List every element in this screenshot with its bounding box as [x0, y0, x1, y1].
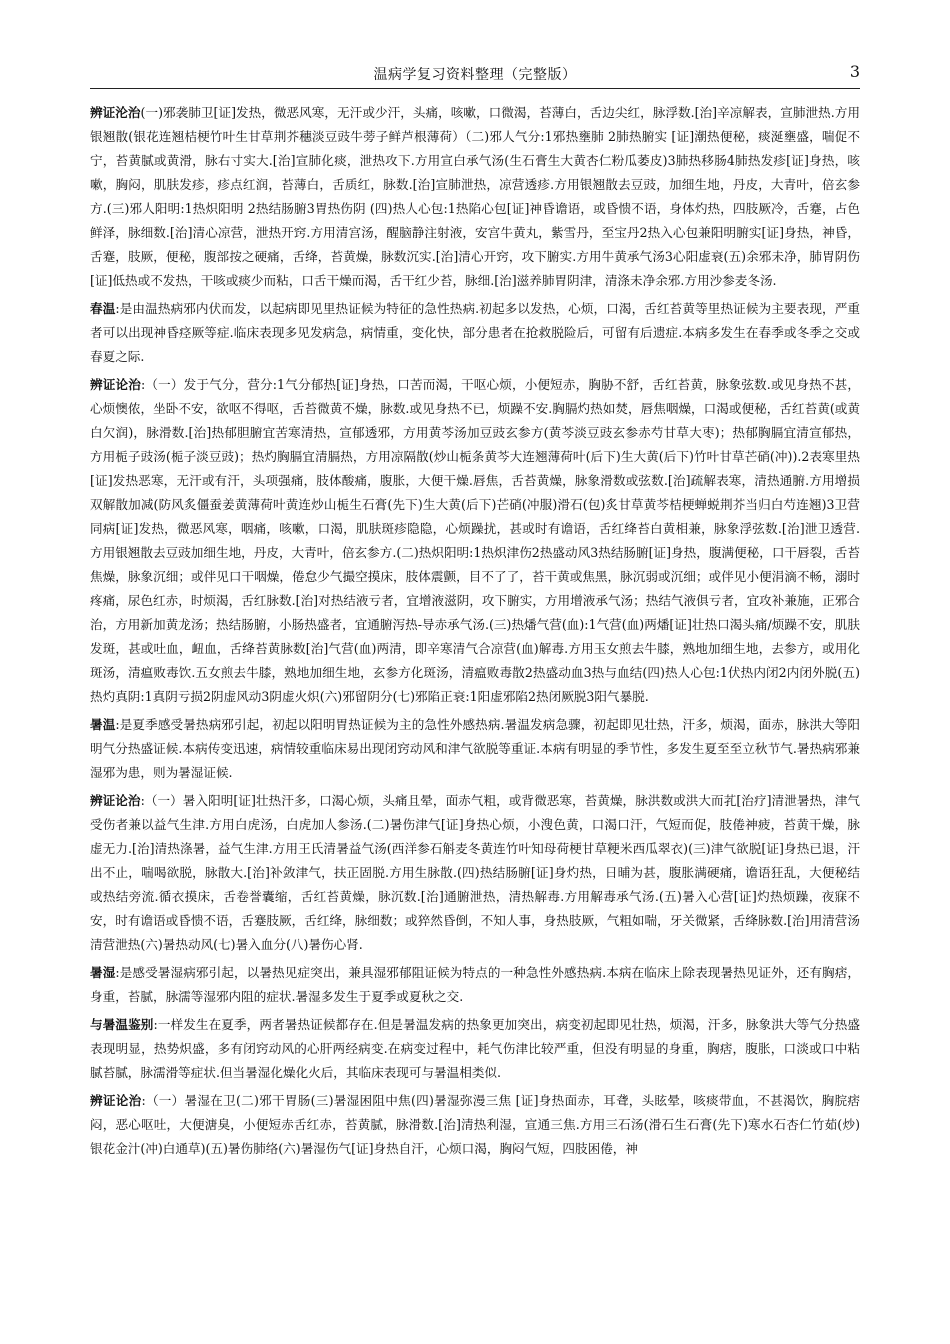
- paragraph-text: :（一）发于气分，营分:1气分郁热[证]身热，口苦而渴，干呕心烦，小便短赤，胸胁不舒，舌红苔黄，脉象弦数.或见身热不甚，心烦懊侬，坐卧不安，欲呕不得呕，舌苔微黄不燥，脉数.或见身热不已，烦躁不安.胸膈灼热如焚，唇焦咽燥，口渴或便秘，舌红苔黄(或黄白欠润)，脉滑数.[治]热郁胆腑宜苦寒清热，宣郁透邪，方用黄芩汤加豆豉玄参方(黄芩淡豆豉玄参赤芍甘草大枣)；热郁胸膈宜清宣郁热，方用栀子豉汤(栀子淡豆豉)；热灼胸膈宜清膈热，方用凉隔散(炒山栀条黄芩大连翘薄荷叶(后下)生大黄(后下)竹叶甘草芒硝(冲)).2表寒里热[证]发热恶寒，无汗或有汗，头项强痛，肢体酸痛，腹胀，大便干燥.唇焦，舌苔黄燥，脉象滑数或弦数.[治]疏解表寒，清热通腑.方用增损双解散加减(防风炙僵蚕姜黄薄荷叶黄连炒山栀生石膏(先下)生大黄(后下)芒硝(冲服)滑石(包)炙甘草黄芩桔梗蝉蜕荆芥当归白芍连翘)3卫营同病[证]发热，微恶风寒，咽痛，咳嗽，口渴，肌肤斑疹隐隐，心烦躁扰，甚或时有谵语，舌红绛苔白黄相兼，脉象浮弦数.[治]泄卫透营.方用银翘散去豆豉加细生地，丹皮，大青叶，倍玄参方.(二)热炽阳明:1热炽津伤2热盛动风3热结肠腑[证]身热，腹满便秘，口干唇裂，舌苔焦燥，脉象沉细；或伴见口干咽燥，倦怠少气撮空摸床，肢体震颤，目不了了，苔干黄或焦黑，脉沉弱或沉细；或伴见小便涓滴不畅，溺时疼痛，尿色红赤，时烦渴，舌红脉数.[治]对热结液亏者，宜增液滋阴，攻下腑实，方用增液承气汤；热结气液俱亏者，宜攻补兼施，正邪合治，方用新加黄龙汤；热结肠腑，小肠热盛者，宜通腑泻热-导赤承气汤.(三)热燔气营(血):1气营(血)两燔[证]壮热口渴头痛/烦躁不安，肌肤发斑，甚或吐血，衄血，舌绛苔黄脉数[治]气营(血)两清，即辛寒清气合凉营(血)解毒.方用玉女煎去牛膝，熟地加细生地，去参方，或用化斑汤，清瘟败毒饮.五女煎去牛膝，熟地加细生地，玄参方化斑汤，清瘟败毒散2热盛动血3热与血结(四)热人心包:1伏热内闭2内闭外脱(五)热灼真阴:1真阴亏损2阴虚风动3阴虚火炽(六)邪留阴分(七)邪陷正衰:1阳虚邪陷2热闭厥脱3阳气暴脱.: [90, 377, 860, 704]
- page-number: 3: [849, 62, 860, 81]
- paragraph-term: 辨证论治: [90, 793, 141, 808]
- document-body: [90, 101, 860, 1161]
- paragraph-term: 与暑温鉴别: [90, 1017, 154, 1032]
- paragraph-6: [90, 961, 860, 1009]
- paragraph-term: 辨证论治: [90, 377, 141, 392]
- page-header: [90, 62, 860, 89]
- paragraph-8: [90, 1089, 860, 1161]
- paragraph-term: 春温: [90, 301, 116, 316]
- paragraph-2: [90, 297, 860, 369]
- paragraph-text: :（一）暑湿在卫(二)邪干胃肠(三)暑湿困阻中焦(四)暑湿弥漫三焦 [证]身热面赤，耳聋，头眩晕，咳痰带血，不甚渴饮，胸脘痞闷，恶心呕吐，大便溏臭，小便短赤舌红赤，苔黄腻，脉滑数.[治]清热利湿，宣通三焦.方用三石汤(滑石生石膏(先下)寒水石杏仁竹茹(炒)银花金汁(冲)白通草)(五)暑伤肺络(六)暑湿伤气[证]身热自汗，心烦口渴，胸闷气短，四肢困倦，神: [90, 1093, 860, 1156]
- paragraph-text: :是由温热病邪内伏而发，以起病即见里热证候为特征的急性热病.初起多以发热，心烦，口渴，舌红苔黄等里热证候为主要表现，严重者可以出现神昏痉厥等症.临床表现多见发病急，病情重，变化快，部分患者在抢救脱险后，可留有后遗症.本病多发生在春季或冬季之交或春夏之际.: [90, 301, 860, 364]
- paragraph-text: :是夏季感受暑热病邪引起，初起以阳明胃热证候为主的急性外感热病.暑温发病急骤，初起即见壮热，汗多，烦渴，面赤，脉洪大等阳明气分热盛证候.本病传变迅速，病情较重临床易出现闭窍动风和津气欲脱等重证.本病有明显的季节性，多发生夏至至立秋节气.暑热病邪兼湿邪为患，则为暑湿证候.: [90, 717, 860, 780]
- paragraph-term: 暑温: [90, 717, 116, 732]
- paragraph-term: 辨证沦治: [90, 105, 141, 120]
- header-title: 温病学复习资料整理（完整版）: [373, 67, 577, 83]
- paragraph-text: :是感受暑湿病邪引起，以暑热见症突出，兼具湿邪郁阻证候为特点的一种急性外感热病.本病在临床上除表现暑热见证外，还有胸痞，身重，苔腻，脉濡等湿邪内阻的症状.暑湿多发生于夏季或夏秋之交.: [90, 965, 860, 1004]
- paragraph-1: [90, 101, 860, 293]
- paragraph-7: [90, 1013, 860, 1085]
- document-page: [90, 62, 860, 1165]
- paragraph-text: :一样发生在夏季，两者暑热证候都存在.但是暑温发病的热象更加突出，病变初起即见壮热，烦渴，汗多，脉象洪大等气分热盛表现明显，热势炽盛，多有闭窍动风的心肝两经病变.在病变过程中，耗气伤津比较严重，但没有明显的身重，胸痞，腹胀，口淡或口中粘腻苔腻，脉濡滑等症状.但当暑湿化燥化火后，其临床表现可与暑温相类似.: [90, 1017, 861, 1080]
- paragraph-term: 暑湿: [90, 965, 116, 980]
- paragraph-term: 辨证论治: [90, 1093, 142, 1108]
- paragraph-text: :（一）暑入阳明[证]壮热汗多，口渴心烦，头痛且晕，面赤气粗，或背微恶寒，苔黄燥，脉洪数或洪大而芤[治疗]清泄暑热，津气受伤者兼以益气生津.方用白虎汤，白虎加人参汤.(二)暑伤津气[证]身热心烦，小溲色黄，口渴口汗，气短而促，肢倦神疲，苔黄干燥，脉虚无力.[治]清热涤暑，益气生津.方用王氏清暑益气汤(西洋参石斛麦冬黄连竹叶知母荷梗甘草粳米西瓜翠衣)(三)津气欲脱[证]身热已退，汗出不止，喘喝欲脱，脉散大.[治]补敛津气，扶正固脱.方用生脉散.(四)热结肠腑[证]身灼热，日晡为甚，腹胀满硬痛，谵语狂乱，大便秘结或热结旁流.循衣摸床，舌卷誉囊缩，舌红苔黄燥，脉沉数.[治]通腑泄热，清热解毒.方用解毒承气汤.(五)暑入心营[证]灼热烦躁，夜寐不安，时有谵语或昏愦不语，舌蹇肢厥，舌红绛，脉细数；或猝然昏倒，不知人事，身热肢厥，气粗如喘，牙关微紧，舌绛脉数.[治]用清营汤清营泄热(六)暑热动风(七)暑入血分(八)暑伤心肾.: [90, 793, 860, 952]
- paragraph-4: [90, 713, 860, 785]
- paragraph-3: [90, 373, 860, 709]
- paragraph-5: [90, 789, 860, 957]
- paragraph-text: (一)邪袭肺卫[证]发热，微恶风寒，无汗或少汗，头痛，咳嗽，口微渴，苔薄白，舌边尖红，脉浮数.[治]辛凉解表，宣肺泄热.方用银翘散(银花连翘桔梗竹叶生甘草荆芥穗淡豆豉牛蒡子鲜芦根薄荷）（二)邪人气分:1邪热壅肺 2肺热腑实 [证]潮热便秘，痰涎壅盛，喘促不宁，苔黄腻或黄滑，脉右寸实大.[治]宣肺化痰，泄热攻下.方用宣白承气汤(生石膏生大黄杏仁粉瓜萎皮)3肺热移肠4肺热发疹[证]身热，咳嗽，胸闷，肌肤发疹，疹点红润，苔薄白，舌质红，脉数.[治]宣肺泄热，凉营透疹.方用银翘散去豆豉，加细生地，丹皮，大青叶，倍玄参方.(三)邪人阳明:1热炽阳明 2热结肠腑3胃热伤阴 (四)热人心包:1热陷心包[证]神昏谵语，或昏愦不语，身体灼热，四肢厥冷，舌蹇，占色鲜泽，脉细数.[治]清心凉营，泄热开窍.方用清宫汤，醒脑静注射液，安宫牛黄丸，紫雪丹，至宝丹2热入心包兼阳明腑实[证]身热，神昏，舌蹇，肢厥，便秘，腹部按之硬痛，舌绛，苔黄燥，脉数沉实.[治]清心开窍，攻下腑实.方用牛黄承气汤3心阳虚衰(五)余邪未净，肺胃阴伤[证]低热或不发热，干咳或痰少而粘，口舌干燥而渴，舌干红少苔，脉细.[治]滋养肺胃阴津，清涤未净余邪.方用沙参麦冬汤.: [90, 105, 860, 288]
